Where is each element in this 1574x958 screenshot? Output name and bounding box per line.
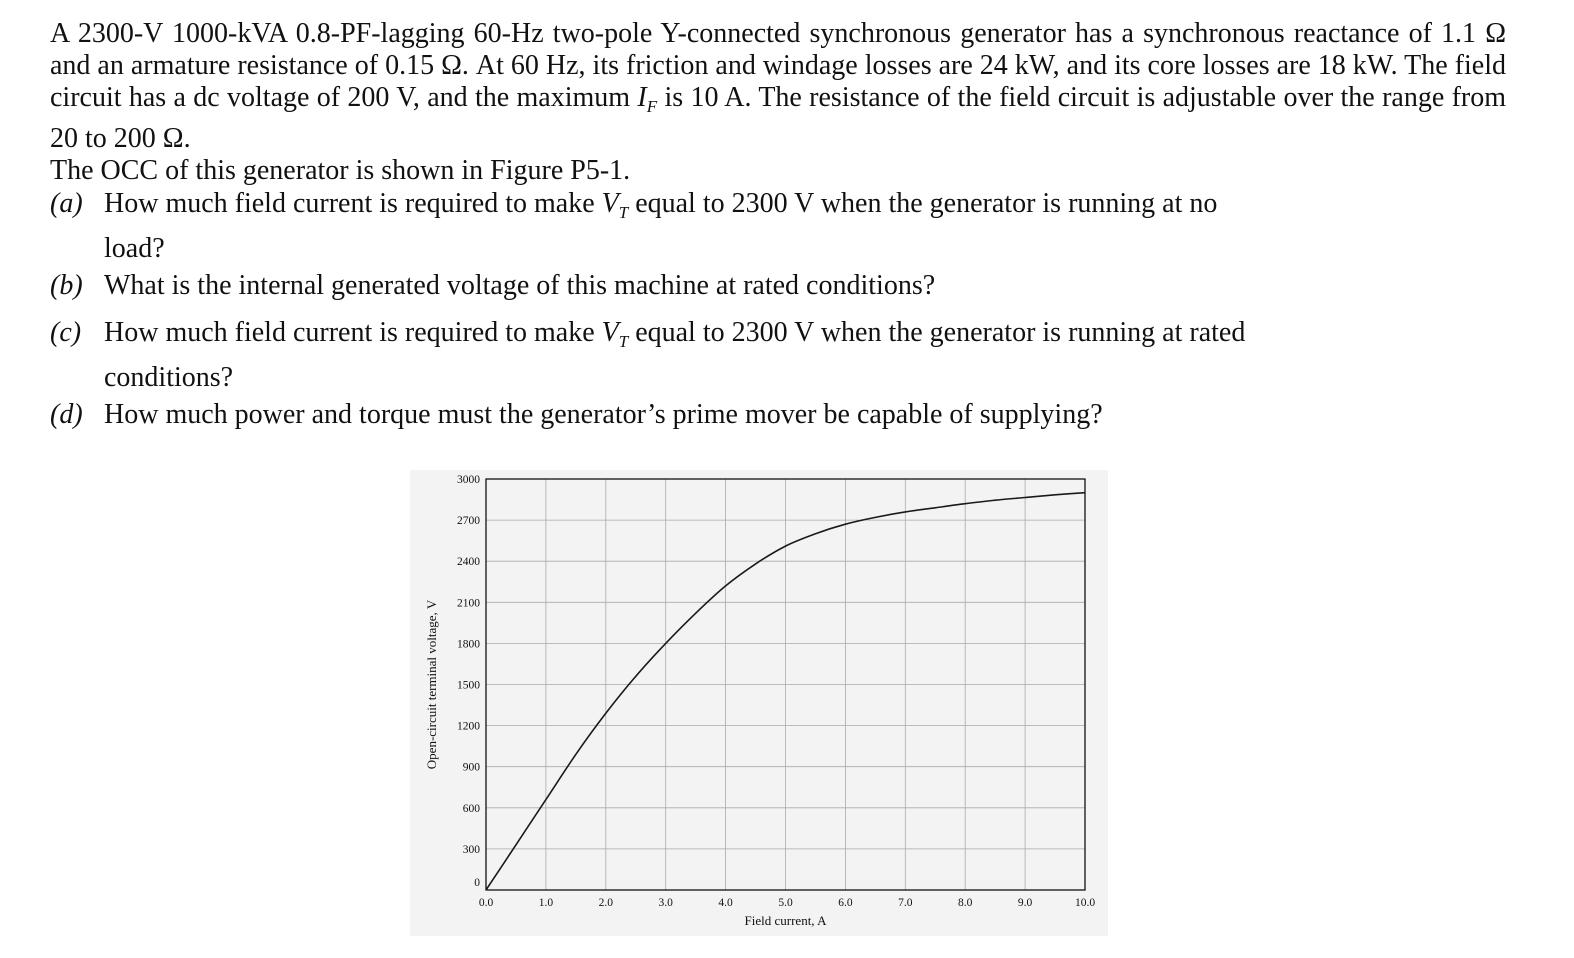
x-tick-label: 0.0 bbox=[478, 897, 494, 909]
question-text: How much field current is required to make bbox=[104, 188, 595, 219]
x-tick-label: 4.0 bbox=[718, 897, 733, 909]
grid bbox=[486, 479, 1085, 890]
y-tick-label: 1500 bbox=[457, 679, 480, 692]
x-tick-label: 8.0 bbox=[958, 897, 973, 909]
problem-intro: A 2300-V 1000-kVA 0.8-PF-lagging 60-Hz two-pole Y-connected synchronous generator has a synchronous reactance of 1.1 Ω and an armature resistance of 0.15 Ω. At 60 Hz, its friction and windage losses are 24 kW, and its core losses are 18 kW. The field circuit has a dc voltage of 200 V, and the maximum bbox=[50, 18, 1506, 113]
y-tick-label: 1200 bbox=[457, 720, 480, 733]
occ-figure bbox=[410, 470, 1108, 936]
y-tick-label: 300 bbox=[462, 843, 480, 856]
question-a bbox=[50, 186, 1506, 267]
x-tick-label: 5.0 bbox=[778, 897, 793, 909]
y-tick-label: 2100 bbox=[457, 597, 480, 610]
question-label: (b) bbox=[50, 270, 83, 301]
problem-intro-continued: is 10 A. The resistance of the field circuit is adjustable over the range from 20 to 200 Ω. bbox=[50, 82, 1507, 154]
question-text-cont: conditions? bbox=[104, 362, 234, 393]
question-c bbox=[50, 315, 1506, 396]
question-label: (a) bbox=[50, 188, 83, 219]
x-tick-label: 2.0 bbox=[598, 897, 613, 909]
y-tick-label: 900 bbox=[462, 761, 480, 774]
y-tick-label: 600 bbox=[462, 802, 480, 815]
x-tick-label: 9.0 bbox=[1017, 897, 1033, 909]
question-text-cont: load? bbox=[104, 233, 165, 264]
x-tick-label: 3.0 bbox=[658, 897, 673, 909]
question-text: What is the internal generated voltage of this machine at rated conditions? bbox=[104, 270, 936, 301]
terminal-voltage-subscript: T bbox=[618, 203, 629, 222]
question-text: How much field current is required to make bbox=[104, 317, 595, 348]
question-label: (d) bbox=[50, 399, 83, 430]
question-text-post: equal to 2300 V when the generator is running at no bbox=[635, 188, 1218, 219]
question-d bbox=[50, 397, 1103, 433]
problem-statement bbox=[50, 18, 1506, 187]
y-tick-label: 3000 bbox=[457, 474, 480, 486]
y-tick-label: 2700 bbox=[457, 515, 480, 528]
terminal-voltage-symbol: V bbox=[601, 188, 619, 219]
field-current-symbol: I bbox=[637, 82, 647, 113]
y-tick-label: 1800 bbox=[457, 638, 480, 651]
question-label: (c) bbox=[50, 317, 82, 348]
question-text-post: equal to 2300 V when the generator is running at rated bbox=[635, 317, 1246, 348]
y-axis-label: Open-circuit terminal voltage, V bbox=[424, 599, 439, 770]
question-text: How much power and torque must the generator’s prime mover be capable of supplying? bbox=[104, 399, 1103, 430]
field-current-subscript: F bbox=[646, 97, 658, 116]
terminal-voltage-subscript: T bbox=[618, 332, 629, 351]
x-tick-label: 7.0 bbox=[898, 897, 913, 909]
y-tick-label: 0 bbox=[474, 877, 480, 889]
x-tick-label: 10.0 bbox=[1074, 897, 1096, 909]
terminal-voltage-symbol: V bbox=[601, 317, 619, 348]
question-b bbox=[50, 268, 935, 304]
tick-labels bbox=[457, 474, 1095, 909]
x-axis-label: Field current, A bbox=[744, 913, 827, 928]
x-tick-label: 1.0 bbox=[538, 897, 554, 909]
occ-chart bbox=[410, 470, 1108, 936]
x-tick-label: 6.0 bbox=[838, 897, 853, 909]
problem-intro-last: The OCC of this generator is shown in Figure P5-1. bbox=[50, 155, 631, 186]
y-tick-label: 2400 bbox=[457, 556, 480, 569]
